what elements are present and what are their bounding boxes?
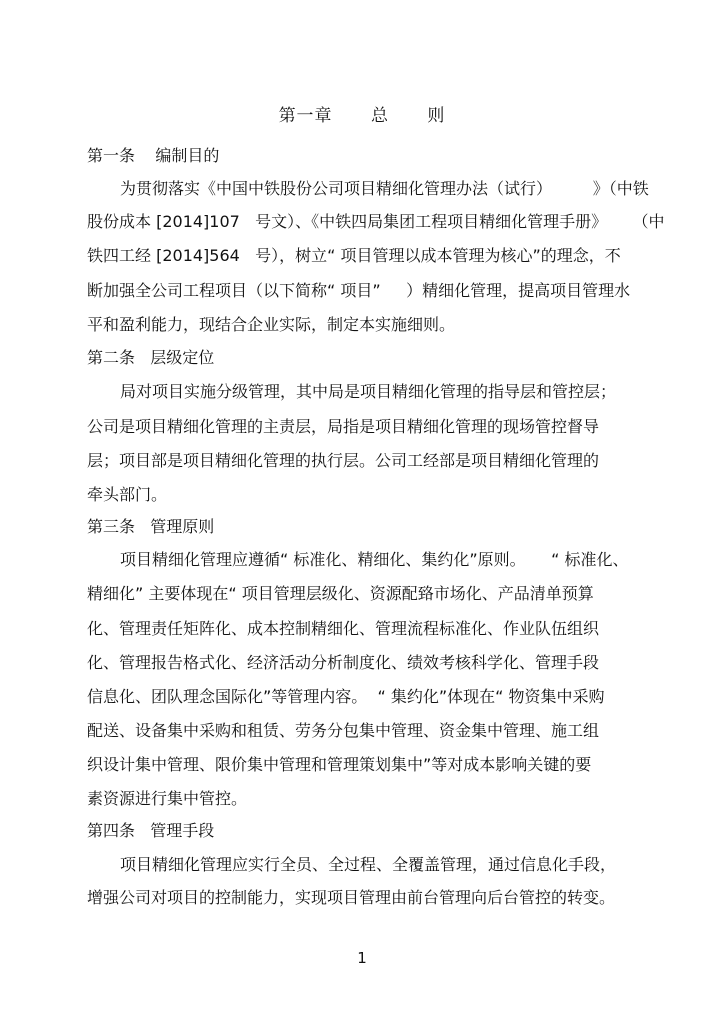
paragraph-line: 素资源进行集中管控。	[87, 789, 248, 808]
paragraph-line: 信息化、团队理念国际化”等管理内容。 “ 集约化”体现在“ 物资集中采购	[87, 687, 605, 706]
paragraph-line: 化、管理责任矩阵化、成本控制精细化、管理流程标准化、作业队伍组织	[87, 619, 600, 638]
paragraph-line: 增强公司对项目的控制能力，实现项目管理由前台管理向后台管控的转变。	[87, 888, 616, 907]
paragraph-line: 为贯彻落实《中国中铁股份公司项目精细化管理办法（试行） 》（中铁	[120, 179, 649, 198]
paragraph-line: 项目精细化管理应遵循“ 标准化、精细化、集约化”原则。 “ 标准化、	[120, 550, 629, 569]
paragraph-line: 精细化” 主要体现在“ 项目管理层级化、资源配臵市场化、产品清单预算	[87, 584, 594, 603]
paragraph-line: 织设计集中管理、限价集中管理和管理策划集中”等对成本影响关键的要	[87, 755, 592, 774]
section-heading: 第四条 管理手段	[87, 821, 215, 840]
paragraph-line: 公司是项目精细化管理的主责层，局指是项目精细化管理的现场管控督导	[87, 417, 600, 436]
paragraph-line: 局对项目实施分级管理，其中局是项目精细化管理的指导层和管控层；	[120, 382, 617, 401]
paragraph-line: 铁四工经 [2014]564 号），树立“ 项目管理以成本管理为核心”的理念，不	[87, 246, 621, 265]
paragraph-line: 化、管理报告格式化、经济活动分析制度化、绩效考核科学化、管理手段	[87, 653, 600, 672]
paragraph-line: 平和盈利能力，现结合企业实际，制定本实施细则。	[87, 315, 456, 334]
paragraph-line: 股份成本 [2014]107 号文）、《中铁四局集团工程项目精细化管理手册》 （中	[87, 212, 665, 231]
section-heading: 第二条 层级定位	[87, 348, 215, 367]
paragraph-line: 牵头部门。	[87, 485, 168, 504]
section-heading: 第一条 编制目的	[87, 146, 220, 165]
chapter-title: 第一章 总 则	[278, 106, 446, 126]
paragraph-line: 项目精细化管理应实行全员、全过程、全覆盖管理，通过信息化手段，	[120, 855, 617, 874]
paragraph-line: 配送、设备集中采购和租赁、劳务分包集中管理、资金集中管理、施工组	[87, 721, 600, 740]
paragraph-line: 断加强全公司工程项目（以下简称“ 项目” ）精细化管理，提高项目管理水	[87, 281, 631, 300]
paragraph-line: 层；项目部是项目精细化管理的执行层。公司工经部是项目精细化管理的	[87, 451, 600, 470]
page-number: 1	[357, 949, 367, 967]
section-heading: 第三条 管理原则	[87, 517, 215, 536]
